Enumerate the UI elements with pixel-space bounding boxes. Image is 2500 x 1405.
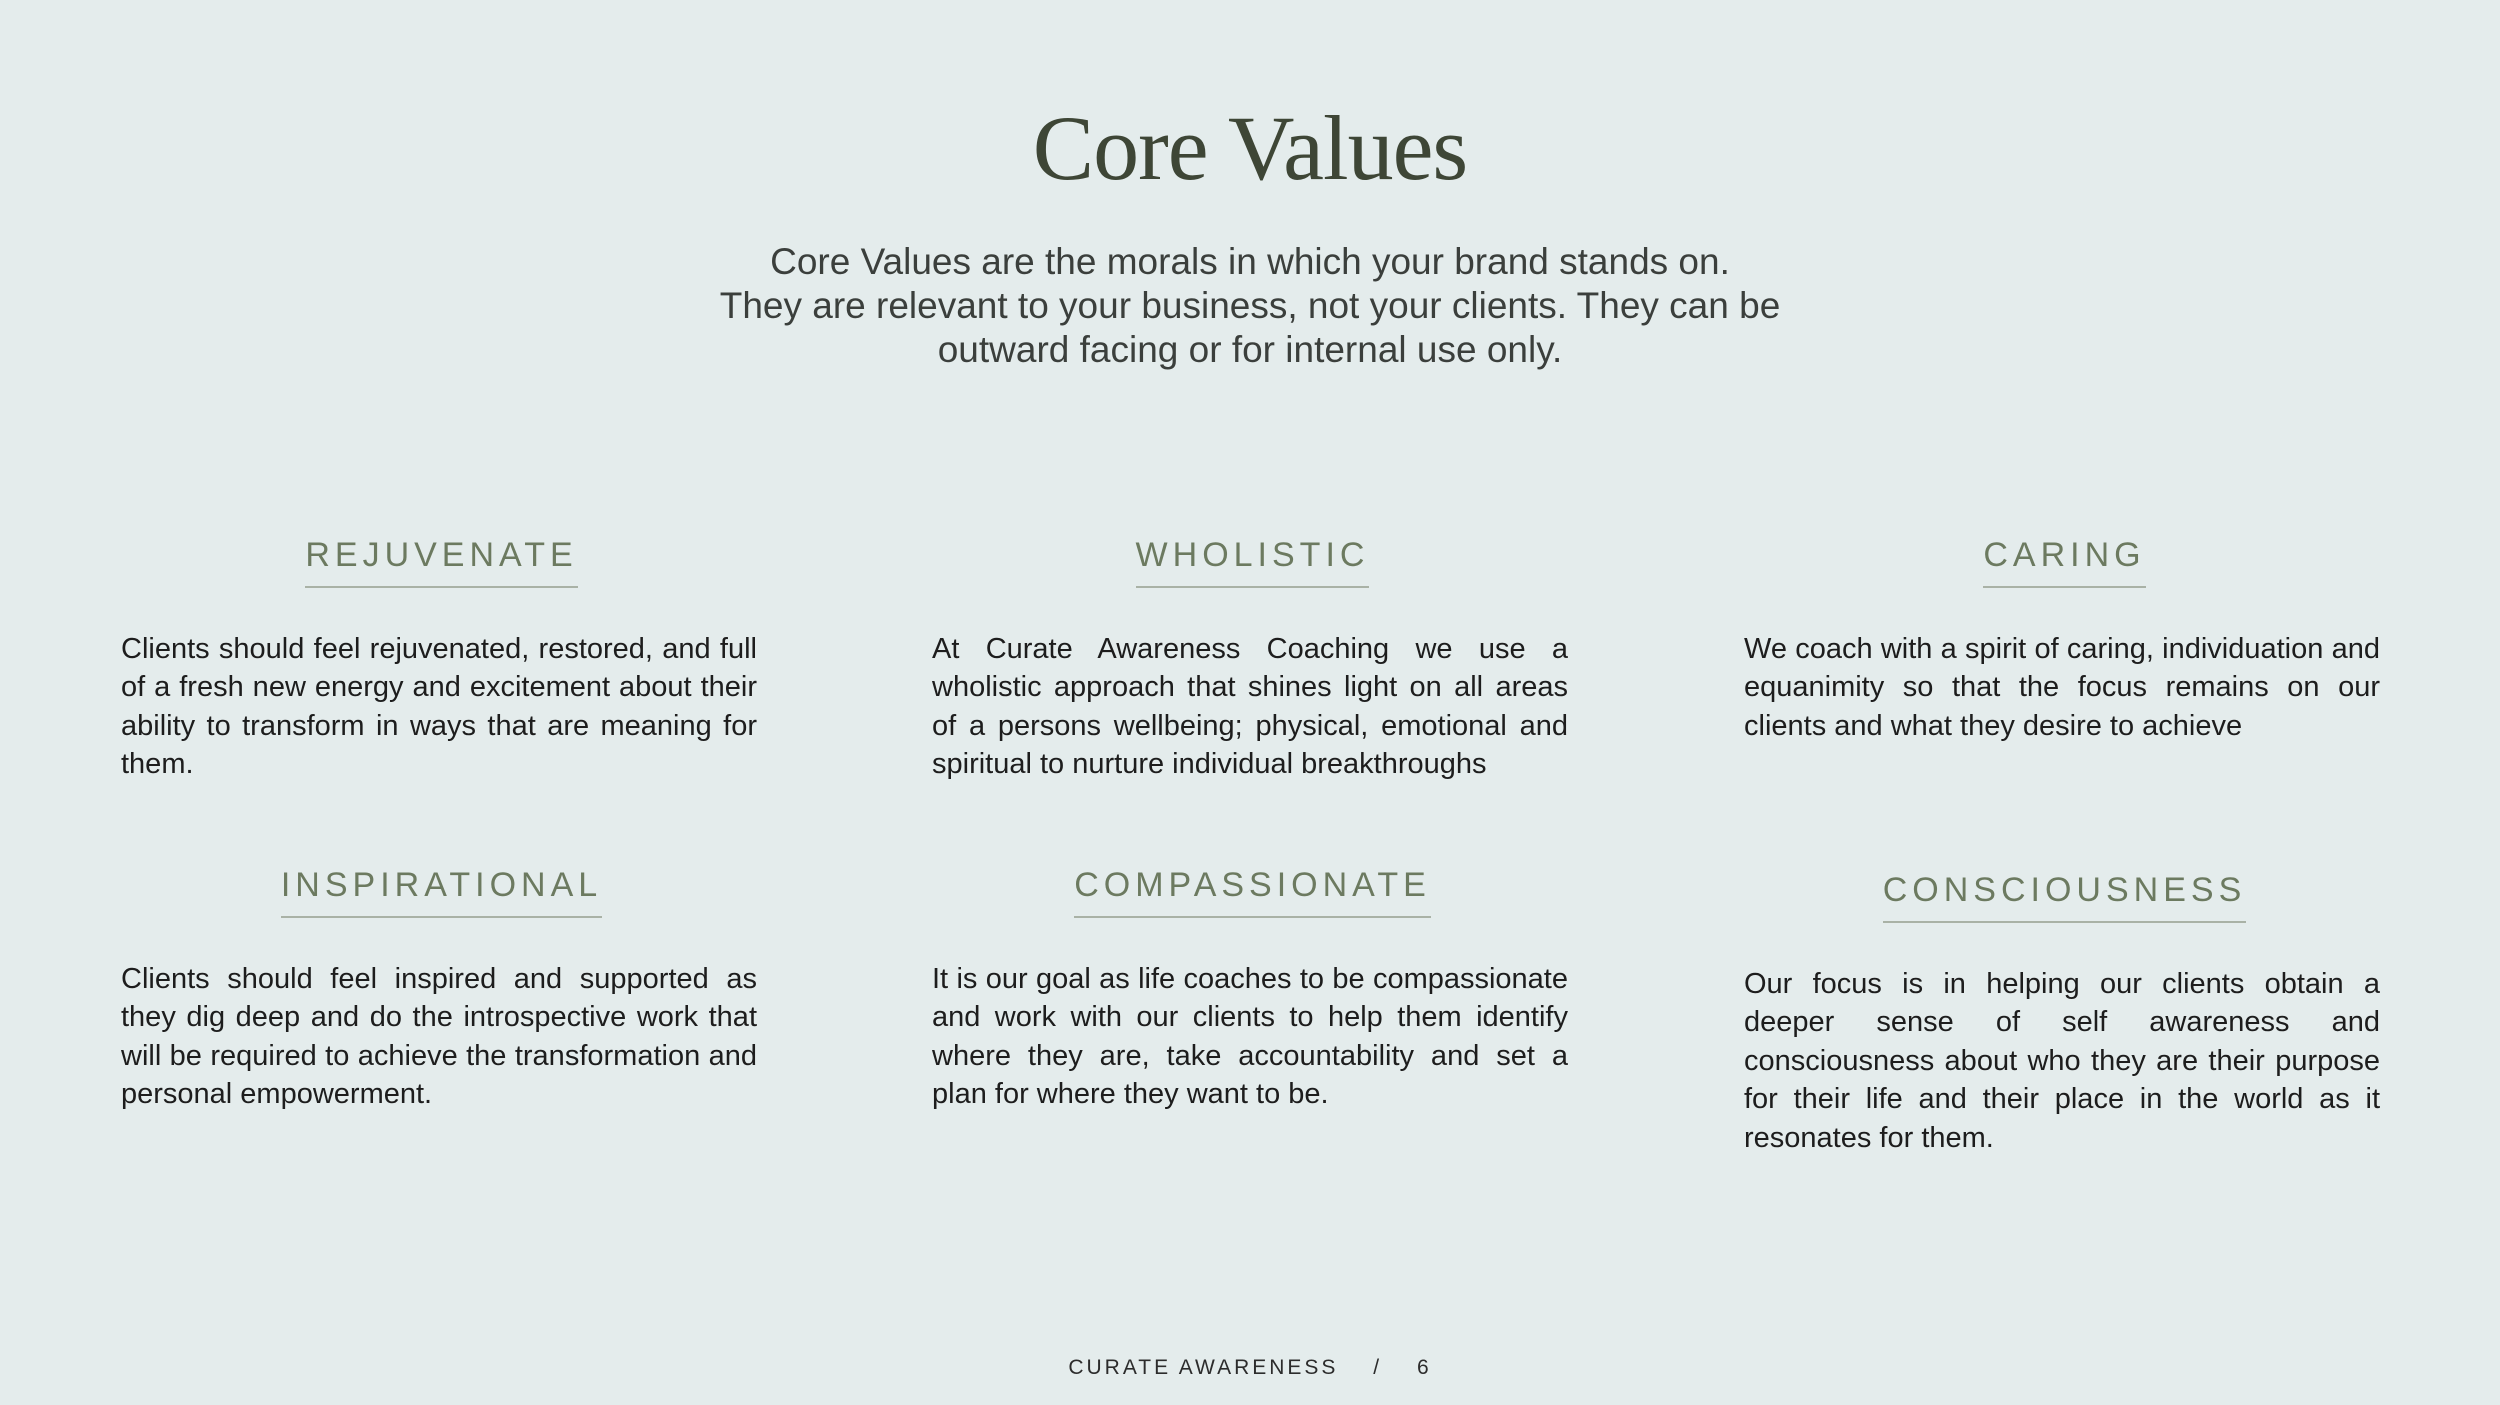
value-compassionate [932,865,1568,1114]
value-heading: CARING [1983,535,2145,588]
value-description: Clients should feel rejuvenated, restored, and full of a fresh new energy and excitement about their ability to transform in ways that are meaning for them. [121,632,757,781]
value-inspirational [121,865,757,1114]
intro-paragraph [650,240,1850,372]
value-consciousness [1744,870,2380,1157]
footer-separator: / [1373,1356,1383,1379]
footer-brand: CURATE AWARENESS [1068,1356,1339,1379]
page-footer [0,1356,2500,1380]
value-description: Our focus is in helping our clients obtain a deeper sense of self awareness and consciousness about who they are their purpose for their life and their place in the world as it resonates for them. [1744,967,2380,1154]
intro-line: Core Values are the morals in which your brand stands on. [770,241,1730,282]
page-title: Core Values [1032,97,1468,199]
intro-line: outward facing or for internal use only. [937,329,1563,370]
value-rejuvenate [121,535,757,784]
value-heading: WHOLISTIC [1136,535,1370,588]
value-caring [1744,535,2380,745]
value-heading: COMPASSIONATE [1074,865,1431,918]
value-description: It is our goal as life coaches to be compassionate and work with our clients to help them identify where they are, take accountability and set a plan for where they want to be. [932,962,1568,1111]
page-number: 6 [1416,1356,1432,1379]
value-heading: CONSCIOUSNESS [1883,870,2247,923]
intro-line: They are relevant to your business, not your clients. They can be [719,285,1781,326]
value-heading: REJUVENATE [305,535,577,588]
value-wholistic [932,535,1568,784]
value-description: Clients should feel inspired and supported as they dig deep and do the introspective work that will be required to achieve the transformation and personal empowerment. [121,962,757,1111]
value-description: We coach with a spirit of caring, individuation and equanimity so that the focus remains on our clients and what they desire to achieve [1744,632,2380,742]
value-description: At Curate Awareness Coaching we use a wholistic approach that shines light on all areas of a persons wellbeing; physical, emotional and spiritual to nurture individual breakthroughs [932,632,1568,781]
value-heading: INSPIRATIONAL [281,865,602,918]
